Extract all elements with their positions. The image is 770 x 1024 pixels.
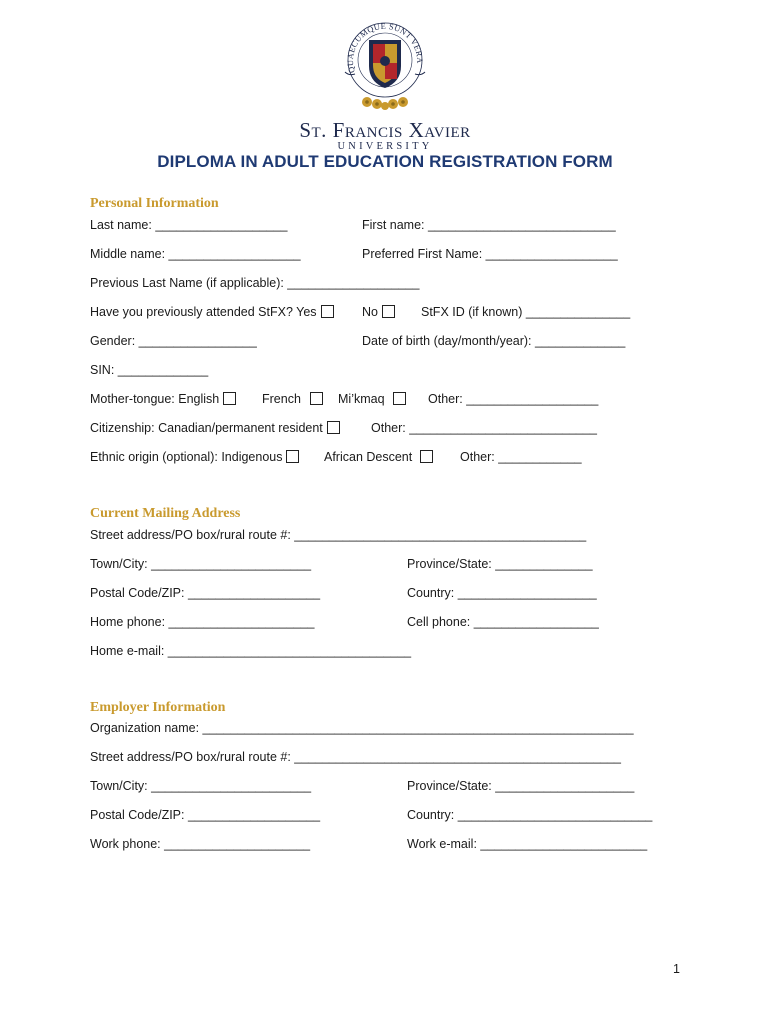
- ethnic-other-field[interactable]: Other: ____________: [460, 450, 582, 464]
- attended-no-label: No: [362, 305, 378, 319]
- middle-name-field[interactable]: Middle name: ___________________: [90, 247, 301, 261]
- work-email-field[interactable]: Work e-mail: ________________________: [407, 837, 648, 851]
- mailing-town-field[interactable]: Town/City: _______________________: [90, 557, 312, 571]
- mailing-country-field[interactable]: Country: ____________________: [407, 586, 597, 600]
- ethnic-indigenous: [90, 449, 299, 465]
- mother-tongue-french: [262, 391, 323, 407]
- mother-tongue-mikmaq-checkbox[interactable]: [393, 392, 406, 405]
- mailing-province-field[interactable]: Province/State: ______________: [407, 557, 593, 571]
- mother-tongue-mikmaq: [338, 391, 406, 407]
- form-title: DIPLOMA IN ADULT EDUCATION REGISTRATION FORM: [157, 152, 613, 171]
- employer-country-field[interactable]: Country: ____________________________: [407, 808, 653, 822]
- first-name-field[interactable]: First name: ___________________________: [362, 218, 616, 232]
- mailing-street-field[interactable]: Street address/PO box/rural route #: __________________________________________: [90, 528, 587, 542]
- attended-stfx-question: [90, 304, 334, 320]
- mother-tongue-french-checkbox[interactable]: [310, 392, 323, 405]
- gender-field[interactable]: Gender: _________________: [90, 334, 257, 348]
- employer-street-field[interactable]: Street address/PO box/rural route #: _______________________________________________: [90, 750, 622, 764]
- mother-tongue-mikmaq-label: Mi’kmaq: [338, 392, 385, 406]
- previous-last-name-field[interactable]: Previous Last Name (if applicable): ___________________: [90, 276, 420, 290]
- sin-field[interactable]: SIN: _____________: [90, 363, 209, 377]
- university-wordmark: [0, 120, 770, 153]
- university-subtitle: UNIVERSITY: [337, 141, 433, 152]
- ethnic-african-descent-checkbox[interactable]: [420, 450, 433, 463]
- organization-name-field[interactable]: Organization name: ______________________________________________________________: [90, 721, 634, 735]
- mother-tongue-english-label: Mother-tongue: English: [90, 392, 220, 406]
- work-phone-field[interactable]: Work phone: _____________________: [90, 837, 311, 851]
- date-of-birth-field[interactable]: Date of birth (day/month/year): _____________: [362, 334, 626, 348]
- citizenship-canadian-checkbox[interactable]: [327, 421, 340, 434]
- svg-text:QUAECUMQUE SUNT VERA: QUAECUMQUE SUNT VERA: [345, 21, 425, 74]
- attended-yes-label: Have you previously attended StFX? Yes: [90, 305, 317, 319]
- ethnic-african-descent-label: African Descent: [324, 450, 413, 464]
- ethnic-african-descent: [324, 449, 433, 465]
- university-name: St. Francis Xavier: [299, 118, 471, 142]
- ethnic-indigenous-checkbox[interactable]: [286, 450, 299, 463]
- mother-tongue-french-label: French: [262, 392, 301, 406]
- citizenship-canadian-label: Citizenship: Canadian/permanent resident: [90, 421, 323, 435]
- ethnic-indigenous-label: Ethnic origin (optional): Indigenous: [90, 450, 283, 464]
- employer-province-field[interactable]: Province/State: ____________________: [407, 779, 635, 793]
- cell-phone-field[interactable]: Cell phone: __________________: [407, 615, 599, 629]
- employer-postal-field[interactable]: Postal Code/ZIP: ___________________: [90, 808, 321, 822]
- attended-no-checkbox[interactable]: [382, 305, 395, 318]
- personal-info-heading: Personal Information: [90, 196, 219, 211]
- employer-info-heading: Employer Information: [90, 700, 226, 715]
- mother-tongue-english: [90, 391, 236, 407]
- mailing-address-heading: Current Mailing Address: [90, 506, 241, 521]
- attended-no-option: [362, 304, 395, 320]
- home-email-field[interactable]: Home e-mail: ___________________________________: [90, 644, 412, 658]
- page-number: 1: [673, 962, 680, 976]
- mother-tongue-english-checkbox[interactable]: [223, 392, 236, 405]
- university-crest-logo: [335, 16, 435, 116]
- home-phone-field[interactable]: Home phone: _____________________: [90, 615, 315, 629]
- last-name-field[interactable]: Last name: ___________________: [90, 218, 288, 232]
- mailing-postal-field[interactable]: Postal Code/ZIP: ___________________: [90, 586, 321, 600]
- attended-yes-checkbox[interactable]: [321, 305, 334, 318]
- citizenship-canadian: [90, 420, 340, 436]
- mother-tongue-other-field[interactable]: Other: ___________________: [428, 392, 599, 406]
- employer-town-field[interactable]: Town/City: _______________________: [90, 779, 312, 793]
- preferred-first-name-field[interactable]: Preferred First Name: ___________________: [362, 247, 618, 261]
- stfx-id-field[interactable]: StFX ID (if known) _______________: [421, 305, 631, 319]
- citizenship-other-field[interactable]: Other: ___________________________: [371, 421, 597, 435]
